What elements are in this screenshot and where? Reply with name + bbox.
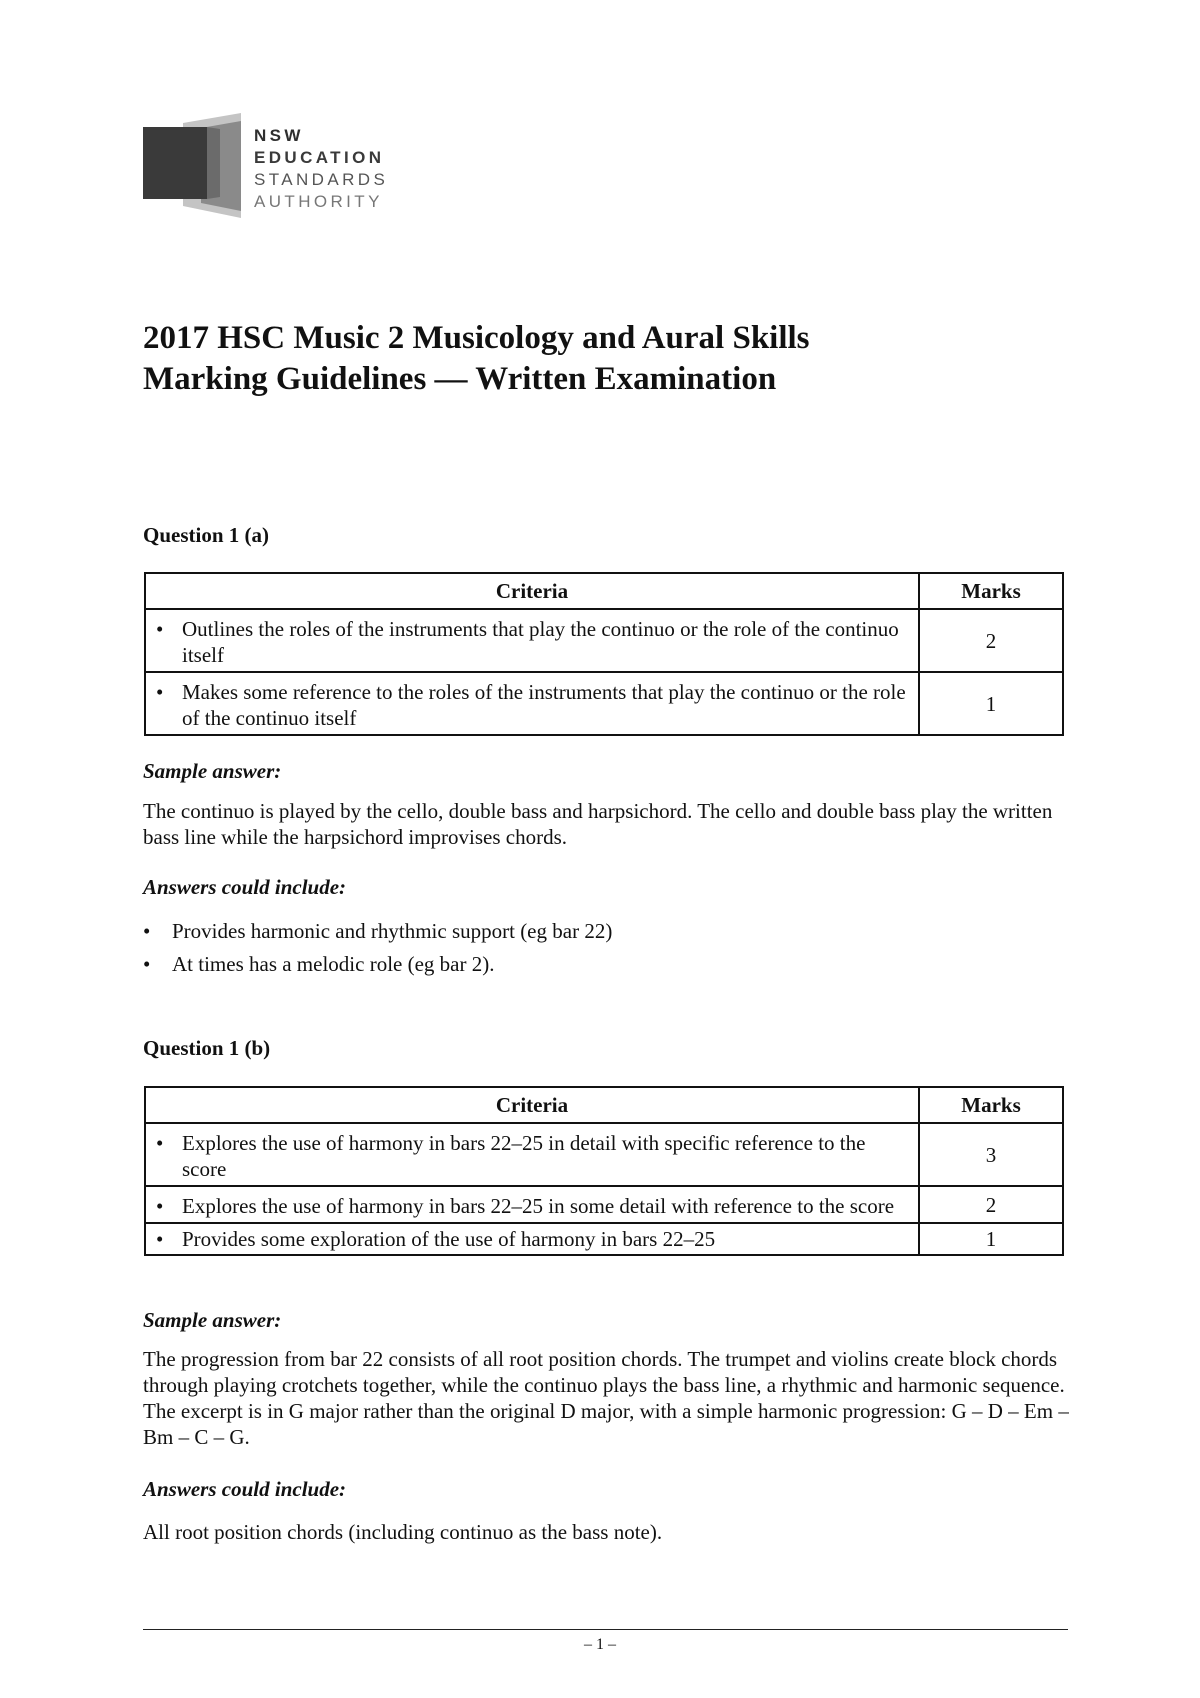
table-row xyxy=(145,609,1063,672)
list-item-text: Provides harmonic and rhythmic support (eg bar 22) xyxy=(172,919,613,943)
logo-wordmark xyxy=(254,125,388,213)
bullet: • xyxy=(143,952,151,976)
page-title xyxy=(143,318,1083,400)
bullet: • xyxy=(156,1227,164,1251)
marks-header: Marks xyxy=(919,1087,1063,1123)
answers-could-include-heading: Answers could include: xyxy=(143,875,347,899)
table-row xyxy=(145,1123,1063,1186)
bullet: • xyxy=(156,617,164,641)
table-row xyxy=(145,1186,1063,1223)
marks-cell: 1 xyxy=(919,672,1063,735)
bullet: • xyxy=(156,1194,164,1218)
title-line-2: Marking Guidelines — Written Examination xyxy=(143,361,777,397)
criteria-cell xyxy=(145,1186,919,1223)
sample-answer-heading: Sample answer: xyxy=(143,1308,282,1332)
bullet: • xyxy=(143,919,151,943)
table-row xyxy=(145,1223,1063,1255)
nsw-esa-logo xyxy=(143,113,403,225)
criteria-text: Explores the use of harmony in bars 22–25 in detail with specific reference to the score xyxy=(182,1131,866,1181)
sample-answer-heading: Sample answer: xyxy=(143,759,282,783)
criteria-header: Criteria xyxy=(145,573,919,609)
criteria-header: Criteria xyxy=(145,1087,919,1123)
criteria-cell xyxy=(145,1123,919,1186)
list-item-text: At times has a melodic role (eg bar 2). xyxy=(172,952,495,976)
logo-line-authority: AUTHORITY xyxy=(254,192,383,211)
criteria-text: Makes some reference to the roles of the instruments that play the continuo or the role of the continuo itself xyxy=(182,680,906,730)
criteria-cell xyxy=(145,672,919,735)
table-header-row xyxy=(145,1087,1063,1123)
criteria-table xyxy=(144,572,1064,736)
criteria-cell xyxy=(145,609,919,672)
title-line-1: 2017 HSC Music 2 Musicology and Aural Skills xyxy=(143,320,810,356)
marks-cell: 1 xyxy=(919,1223,1063,1255)
list-item xyxy=(143,951,612,977)
logo-line-standards: STANDARDS xyxy=(254,170,389,189)
page-number: – 1 – xyxy=(584,1636,616,1653)
sample-answer-text: The progression from bar 22 consists of all root position chords. The trumpet and violins create block chords through playing crotchets together, while the continuo plays the bass line, a rhythmic and harmonic sequence. The excerpt is in G major rather than the original D major, with a simple harmonic progression: G – D – Em – Bm – C – G. xyxy=(143,1347,1069,1449)
criteria-text: Explores the use of harmony in bars 22–25 in some detail with reference to the score xyxy=(182,1194,895,1218)
sample-answer-text: The continuo is played by the cello, double bass and harpsichord. The cello and double bass play the written bass line while the harpsichord improvises chords. xyxy=(143,799,1053,849)
list-item xyxy=(143,918,612,944)
criteria-text: Provides some exploration of the use of harmony in bars 22–25 xyxy=(182,1227,716,1251)
answers-list xyxy=(143,918,612,984)
logo-mark-icon xyxy=(143,113,253,225)
logo-line-education: EDUCATION xyxy=(254,148,385,167)
table-row xyxy=(145,672,1063,735)
logo-line-nsw: NSW xyxy=(254,126,304,145)
answers-could-include-heading: Answers could include: xyxy=(143,1477,347,1501)
criteria-table xyxy=(144,1086,1064,1256)
bullet: • xyxy=(156,680,164,704)
marks-cell: 2 xyxy=(919,609,1063,672)
criteria-text: Outlines the roles of the instruments that play the continuo or the role of the continuo itself xyxy=(182,617,899,667)
question-heading: Question 1 (a) xyxy=(143,523,269,547)
marks-cell: 3 xyxy=(919,1123,1063,1186)
marks-cell: 2 xyxy=(919,1186,1063,1223)
table-header-row xyxy=(145,573,1063,609)
bullet: • xyxy=(156,1131,164,1155)
footer-divider xyxy=(143,1629,1068,1630)
marks-header: Marks xyxy=(919,573,1063,609)
criteria-cell xyxy=(145,1223,919,1255)
question-heading: Question 1 (b) xyxy=(143,1036,271,1060)
answers-could-include-text: All root position chords (including continuo as the bass note). xyxy=(143,1520,663,1544)
